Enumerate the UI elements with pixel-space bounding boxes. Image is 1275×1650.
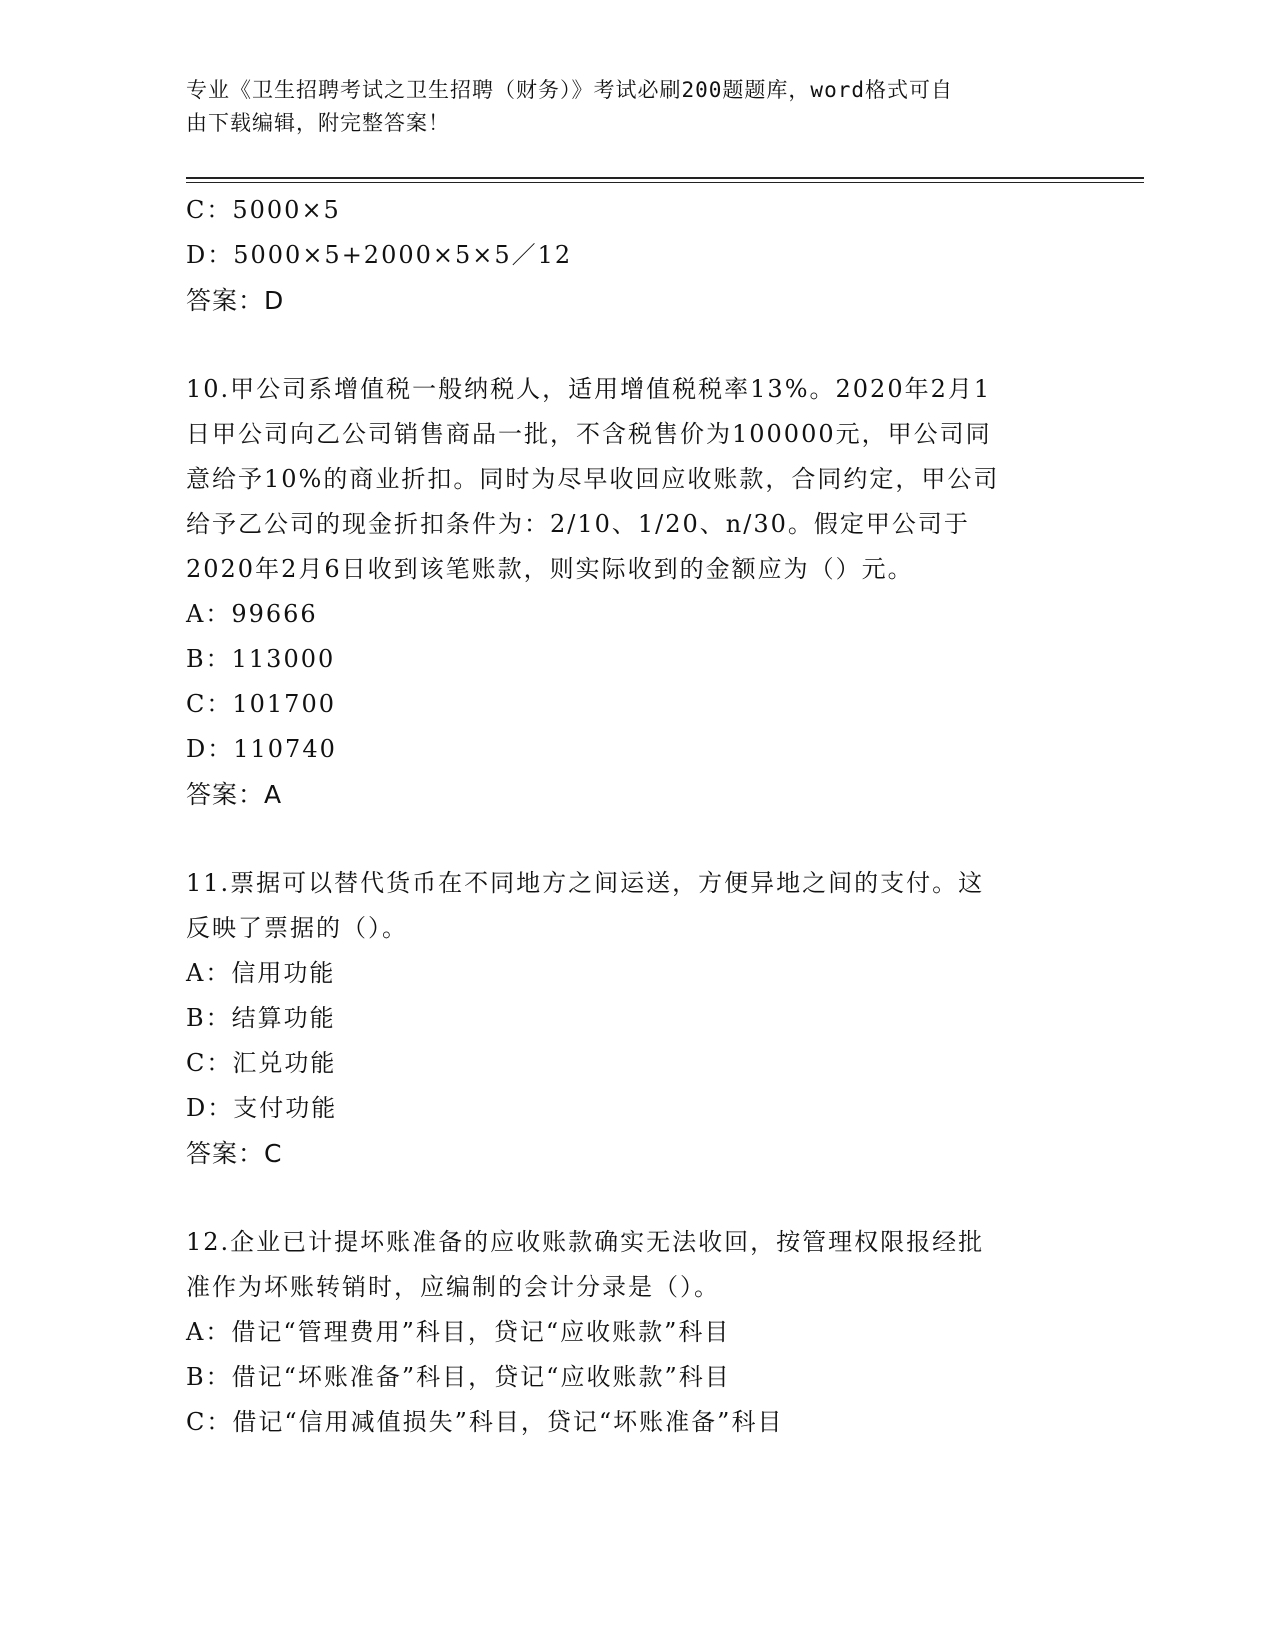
question-text-line: 意给予10%的商业折扣。同时为尽早收回应收账款，合同约定，甲公司 <box>186 465 1000 493</box>
spacer <box>186 817 1086 861</box>
option-a: A：借记“管理费用”科目，贷记“应收账款”科目 <box>186 1318 731 1346</box>
previous-question-tail <box>186 188 1086 323</box>
question-text-line: 12.企业已计提坏账准备的应收账款确实无法收回，按管理权限报经批 <box>186 1228 985 1256</box>
option-a: A：99666 <box>186 600 318 628</box>
answer-line: 答案：C <box>186 1139 283 1168</box>
option-d: D：支付功能 <box>186 1094 338 1122</box>
question-text-line: 准作为坏账转销时，应编制的会计分录是（）。 <box>186 1273 720 1301</box>
question-11 <box>186 861 1086 1176</box>
option-d: D：110740 <box>186 735 337 763</box>
question-12 <box>186 1220 1086 1445</box>
option-c: C：借记“信用减值损失”科目，贷记“坏账准备”科目 <box>186 1408 784 1436</box>
question-text-line: 日甲公司向乙公司销售商品一批，不含税售价为100000元，甲公司同 <box>186 420 992 448</box>
question-10 <box>186 367 1086 817</box>
option-a: A：信用功能 <box>186 959 336 987</box>
question-text-line: 11.票据可以替代货币在不同地方之间运送，方便异地之间的支付。这 <box>186 869 985 897</box>
option-c: C：汇兑功能 <box>186 1049 337 1077</box>
answer-line: 答案：D <box>186 286 285 315</box>
question-text-line: 反映了票据的（）。 <box>186 914 408 942</box>
spacer <box>186 323 1086 367</box>
question-text-line: 2020年2月6日收到该笔账款，则实际收到的金额应为（）元。 <box>186 555 914 583</box>
option-d: D：5000×5+2000×5×5／12 <box>186 241 573 269</box>
answer-line: 答案：A <box>186 780 283 809</box>
option-b: B：113000 <box>186 645 336 673</box>
header-divider-thin <box>186 182 1144 183</box>
spacer <box>186 1176 1086 1220</box>
option-b: B：结算功能 <box>186 1004 336 1032</box>
question-list <box>186 188 1086 1445</box>
question-text-line: 10.甲公司系增值税一般纳税人，适用增值税税率13%。2020年2月1 <box>186 375 992 403</box>
header-divider-thick <box>186 177 1144 179</box>
document-header <box>186 74 1086 140</box>
header-line-1: 专业《卫生招聘考试之卫生招聘（财务）》考试必刷200题题库，word格式可自 <box>186 78 953 102</box>
option-c: C：101700 <box>186 690 336 718</box>
question-text-line: 给予乙公司的现金折扣条件为：2/10、1/20、n/30。假定甲公司于 <box>186 510 970 538</box>
header-line-2: 由下载编辑，附完整答案！ <box>186 111 450 135</box>
option-c: C：5000×5 <box>186 196 341 224</box>
option-b: B：借记“坏账准备”科目，贷记“应收账款”科目 <box>186 1363 731 1391</box>
